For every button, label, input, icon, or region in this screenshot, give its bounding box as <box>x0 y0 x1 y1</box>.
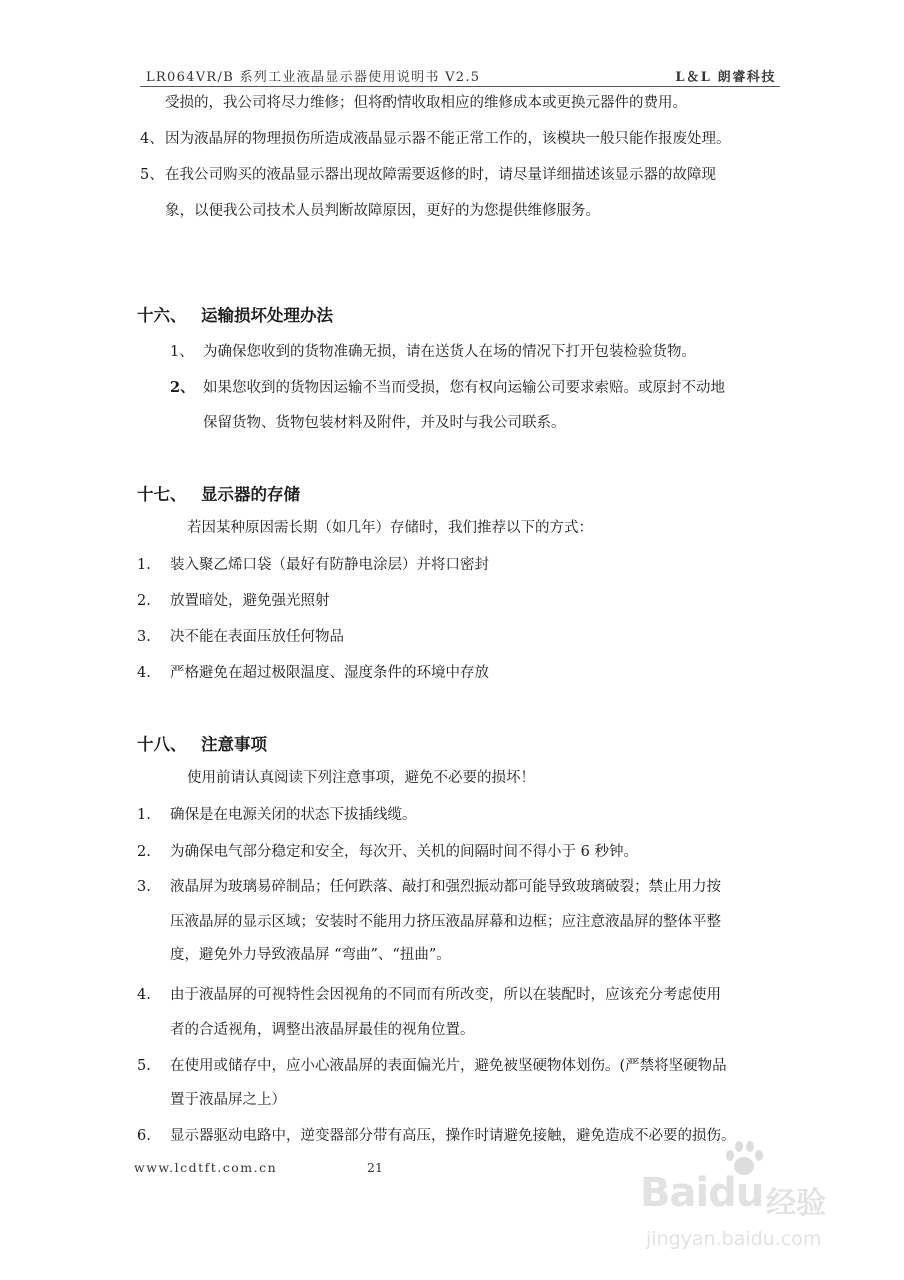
item-number: 2. <box>137 844 151 860</box>
list-item-cont: 度，避免外力导致液晶屏 “弯曲”、“扭曲”。 <box>170 947 451 963</box>
section-heading <box>137 305 333 327</box>
watermark-logo-b: du <box>708 1170 764 1216</box>
list-item: 由于液晶屏的可视特性会因视角的不同而有所改变，所以在装配时，应该充分考虑使用 <box>170 987 721 1003</box>
item-number: 2. <box>137 593 151 609</box>
page-number: 21 <box>367 1160 383 1175</box>
item-number: 3. <box>137 629 151 645</box>
list-item: 在使用或储存中，应小心液晶屏的表面偏光片，避免被坚硬物体划伤。(严禁将坚硬物品 <box>170 1058 727 1074</box>
list-item-cont: 压液晶屏的显示区域；安装时不能用力挤压液晶屏幕和边框；应注意液晶屏的整体平整 <box>170 914 721 930</box>
section-number: 十六、 <box>137 306 187 325</box>
list-item-cont: 置于液晶屏之上） <box>170 1092 286 1108</box>
watermark-logo <box>640 1170 763 1216</box>
page-header <box>140 62 780 87</box>
item-number: 4、 <box>140 131 164 147</box>
section-title: 注意事项 <box>201 735 267 754</box>
list-item: 如果您收到的货物因运输不当而受损，您有权向运输公司要求索赔。或原封不动地 <box>203 380 725 396</box>
list-item: 决不能在表面压放任何物品 <box>170 629 344 645</box>
watermark-logo-cn: 经验 <box>766 1186 826 1221</box>
section-intro: 若因某种原因需长期（如几年）存储时，我们推荐以下的方式： <box>187 520 593 536</box>
item-number: 5. <box>137 1058 151 1074</box>
company-name: L＆L 朗睿科技 <box>675 70 776 85</box>
list-item: 在我公司购买的液晶显示器出现故障需要返修的时，请尽量详细描述该显示器的故障现 <box>165 167 716 183</box>
section-heading <box>137 484 300 506</box>
footer-website: www.lcdtft.com.cn <box>134 1160 278 1175</box>
baidu-watermark <box>640 1138 870 1258</box>
watermark-url: jingyan.baidu.com <box>646 1228 822 1250</box>
section-number: 十八、 <box>137 735 187 754</box>
list-item-cont: 保留货物、货物包装材料及附件，并及时与我公司联系。 <box>203 415 566 431</box>
list-item-cont: 者的合适视角，调整出液晶屏最佳的视角位置。 <box>170 1022 475 1038</box>
list-item: 显示器驱动电路中，逆变器部分带有高压，操作时请避免接触，避免造成不必要的损伤。 <box>170 1128 736 1144</box>
list-item: 液晶屏为玻璃易碎制品；任何跌落、敲打和强烈振动都可能导致玻璃破裂；禁止用力按 <box>170 879 721 895</box>
section-title: 运输损坏处理办法 <box>201 306 333 325</box>
document-title: LR064VR/B 系列工业液晶显示器使用说明书 V2.5 <box>146 70 481 85</box>
list-item: 为确保您收到的货物准确无损，请在送货人在场的情况下打开包装检验货物。 <box>203 344 696 360</box>
list-item: 确保是在电源关闭的状态下拔插线缆。 <box>170 807 417 823</box>
section-title: 显示器的存储 <box>201 485 300 504</box>
item-number: 1. <box>137 807 151 823</box>
item-number: 3. <box>137 879 151 895</box>
section-intro: 使用前请认真阅读下列注意事项，避免不必要的损坏！ <box>187 770 535 786</box>
section-heading <box>137 734 267 756</box>
paragraph-line: 受损的，我公司将尽力维修；但将酌情收取相应的维修成本或更换元器件的费用。 <box>165 95 687 111</box>
item-number: 4. <box>137 665 151 681</box>
item-number: 1. <box>137 557 151 573</box>
section-number: 十七、 <box>137 485 187 504</box>
item-number: 2、 <box>170 379 195 396</box>
list-item: 因为液晶屏的物理损伤所造成液晶显示器不能正常工作的，该模块一般只能作报废处理。 <box>165 131 731 147</box>
item-number: 6. <box>137 1128 151 1144</box>
watermark-logo-a: Bai <box>640 1170 709 1216</box>
list-item-cont: 象，以便我公司技术人员判断故障原因，更好的为您提供维修服务。 <box>165 203 600 219</box>
item-number: 1、 <box>170 344 194 360</box>
list-item: 放置暗处，避免强光照射 <box>170 593 330 609</box>
list-item: 装入聚乙烯口袋（最好有防静电涂层）并将口密封 <box>170 557 489 573</box>
list-item: 严格避免在超过极限温度、湿度条件的环境中存放 <box>170 665 489 681</box>
list-item: 为确保电气部分稳定和安全，每次开、关机的间隔时间不得小于 6 秒钟。 <box>170 844 638 860</box>
item-number: 4. <box>137 987 151 1003</box>
item-number: 5、 <box>140 167 164 183</box>
